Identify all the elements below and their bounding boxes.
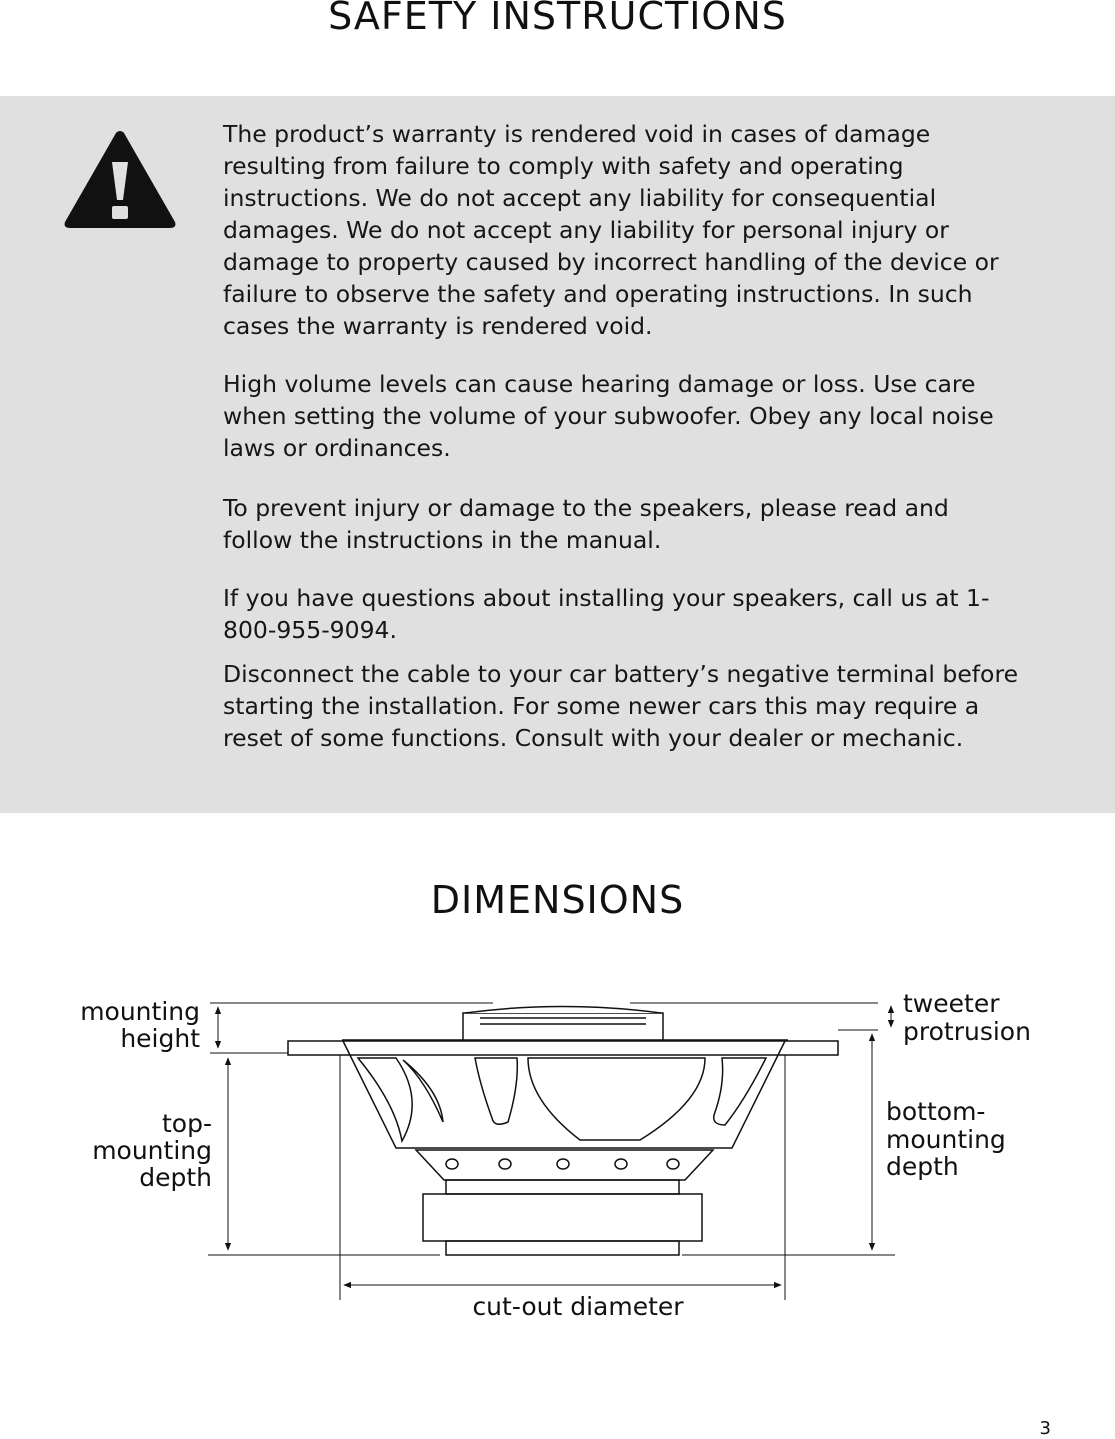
speaker-drawing	[288, 1007, 838, 1256]
bottom-mounting-depth-label-line3: depth	[886, 1152, 959, 1181]
tweeter-protrusion-label-line1: tweeter	[903, 989, 1000, 1018]
cutout-diameter-label: cut-out diameter	[472, 1292, 684, 1321]
page-number: 3	[1039, 1418, 1051, 1439]
speaker-dimensions-diagram	[0, 960, 1115, 1340]
bottom-mounting-depth-label-line1: bottom-	[886, 1097, 986, 1126]
top-mounting-depth-label-line3: depth	[139, 1163, 212, 1192]
dimensions-title: DIMENSIONS	[430, 878, 685, 922]
bottom-mounting-depth-label-line2: mounting	[886, 1125, 1006, 1154]
top-mounting-depth-label-line2: mounting	[92, 1136, 212, 1165]
tweeter-protrusion-label-line2: protrusion	[903, 1017, 1031, 1046]
mounting-height-label-line2: height	[120, 1024, 200, 1053]
contact-paragraph: If you have questions about installing your speakers, call us at 1-800-955-9094.	[223, 584, 990, 644]
safety-instructions-title: SAFETY INSTRUCTIONS	[328, 0, 787, 38]
warning-triangle-icon	[62, 130, 178, 230]
read-manual-paragraph: To prevent injury or damage to the speakers, please read and follow the instructions in the manual.	[223, 494, 949, 554]
top-mounting-depth-label-line1: top-	[162, 1109, 212, 1138]
hearing-paragraph: High volume levels can cause hearing damage or loss. Use care when setting the volume of your subwoofer. Obey any local noise laws or ordinances.	[223, 370, 994, 462]
battery-paragraph: Disconnect the cable to your car battery’s negative terminal before starting the installation. For some newer cars this may require a reset of some functions. Consult with your dealer or mechanic.	[223, 660, 1019, 752]
warranty-paragraph: The product’s warranty is rendered void in cases of damage resulting from failure to comply with safety and operating instructions. We do not accept any liability for consequential damages. We do not accept any liability for personal injury or damage to property caused by incorrect handling of the device or failure to observe the safety and operating instructions. In such cases the warranty is rendered void.	[223, 120, 999, 340]
mounting-height-label-line1: mounting	[80, 997, 200, 1026]
